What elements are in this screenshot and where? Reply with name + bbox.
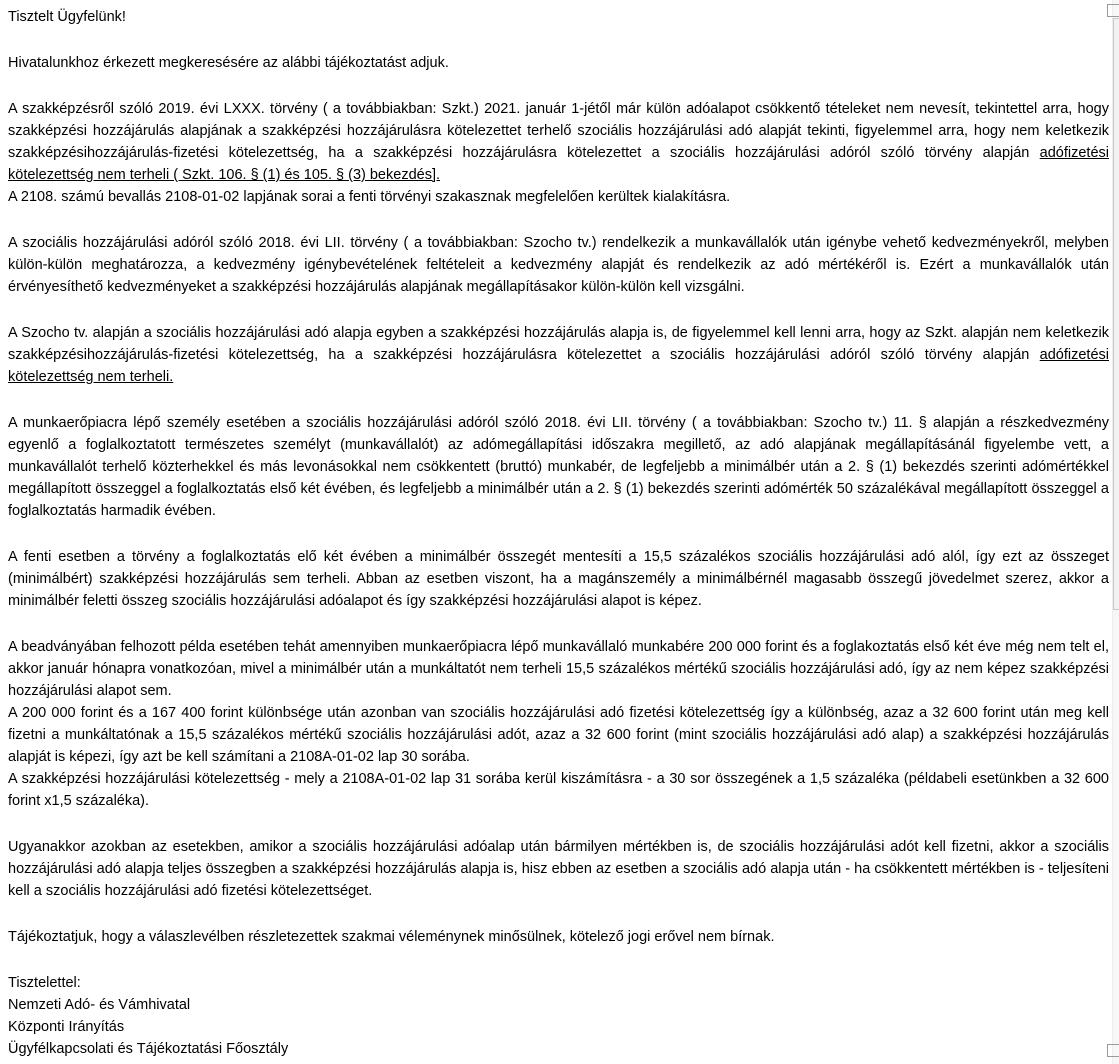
scrollbar-track[interactable]	[1112, 0, 1119, 1064]
paragraph-labour-market-discount: A munkaerőpiacra lépő személy esetében a szociális hozzájárulási adóról szóló 2018. évi LII. törvény ( a továbbiakban: Szocho tv.) 11. § alapján a részkedvezmény egyenlő a foglalkoztatott természetes személyt (munkavállalót) az adómegállapítási időszakra megillető, az adó alapjának megállapításánál figyelembe vett, a munkavállalót terhelő közterhekkel és más levonásokkal nem csökkentett (bruttó) munkabér, de legfeljebb a minimálbér után a 2. § (1) bekezdés szerinti adómértékkel megállapított összeggel a foglalkoztatás első két évében, és legfeljebb a minimálbér után a 2. § (1) bekezdés szerinti adómérték 50 százalékával megállapított összeggel a foglalkoztatás harmadik évében.	[8, 415, 1109, 519]
paragraph-full-base-case: Ugyanakkor azokban az esetekben, amikor a szociális hozzájárulási adóalap után bármilyen mértékben is, de szociális hozzájárulási adót kell fizetni, akkor a szociális hozzájárulási adó alapja teljes összegben a szakképzési hozzájárulás alapja is, hisz ebben az esetben a szociális adó alapja után - ha csökkentett mértékben is - teljesíteni kell a szociális hozzájárulási adó fizetési kötelezettséget.	[8, 839, 1109, 899]
signature-organization: Nemzeti Adó- és Vámhivatal	[8, 997, 191, 1013]
signature-division: Központi Irányítás	[8, 1019, 125, 1035]
paragraph-szkt-law	[8, 98, 1109, 186]
salutation: Tisztelt Ügyfelünk!	[8, 9, 126, 25]
paragraph-szkt-law-text: A szakképzésről szóló 2019. évi LXXX. törvény ( a továbbiakban: Szkt.) 2021. január 1-jétől már külön adóalapot csökkentő tételeket nem nevesít, tekintettel arra, hogy szakképzési hozzájárulás alapjának a szakképzési hozzájárulásra kötelezettet terhelő szociális hozzájárulási adó alapját tekinti, figyelemmel arra, hogy nem keletkezik szakképzésihozzájárulás-fizetési kötelezettség, ha a szakképzési hozzájárulásra kötelezettet a szociális hozzájárulási adóról szóló törvény alapján	[8, 101, 1109, 161]
intro-line: Hivatalunkhoz érkezett megkeresésére az alábbi tájékoztatást adjuk.	[8, 55, 449, 71]
paragraph-szocho-law: A szociális hozzájárulási adóról szóló 2018. évi LII. törvény ( a továbbiakban: Szocho tv.) rendelkezik a munkavállalók után igénybe vehető kedvezményekről, melyben külön-külön meghatározza, a kedvezmény igénybevételének feltételeit a kedvezmény alapját és rendelkezik az adó mértékéről is. Ezért a munkavállalók után érvényesíthető kedvezményeket a szakképzési hozzájárulás alapjának megállapításakor külön-külön kell vizsgálni.	[8, 235, 1109, 295]
paragraph-minimum-wage-exemption: A fenti esetben a törvény a foglalkoztatás elő két évében a minimálbér összegét mentesíti a 15,5 százalékos szociális hozzájárulási adó alól, így ezt az összeget (minimálbért) szakképzési hozzájárulás sem terheli. Abban az esetben viszont, ha a magánszemély a minimálbérnél magasabb összegű jövedelmet szerez, akkor a minimálbér feletti összeg szociális hozzájárulási adóalapot és így szakképzési hozzájárulási alapot is képez.	[8, 549, 1109, 609]
scrollbar-bottom-corner	[1107, 1044, 1119, 1057]
signature-department: Ügyfélkapcsolati és Tájékoztatási Főosztály	[8, 1041, 289, 1057]
paragraph-2108-form: A 2108. számú bevallás 2108-01-02 lapjának sorai a fenti törvényi szakasznak megfelelően kerültek kialakításra.	[8, 189, 731, 205]
paragraph-szkt-law-underlined-reference: adófizetési kötelezettség nem terheli ( Szkt. 106. § (1) és 105. § (3) bekezdés].	[8, 145, 1109, 183]
letter-document	[8, 6, 1109, 1060]
paragraph-example-200000: A beadványában felhozott példa esetében tehát amennyiben munkaerőpiacra lépő munkavállaló munkabére 200 000 forint és a foglakoztatás első két éve még nem telt el, akkor január hónapra vonatkozóan, mivel a minimálbér után a munkáltatót nem terheli 15,5 százalékos mértékű szociális hozzájárulási adó, így az nem képez szakképzési hozzájárulási alapot sem.	[8, 639, 1109, 699]
paragraph-row-31-calculation: A szakképzési hozzájárulási kötelezettség - mely a 2108A-01-02 lap 31 sorába kerül kiszámításra - a 30 sor összegének a 1,5 százaléka (példabeli esetünkben a 32 600 forint x1,5 százaléka).	[8, 771, 1109, 809]
scrollbar-top-corner	[1107, 4, 1119, 17]
signoff: Tisztelettel:	[8, 975, 81, 991]
disclaimer-line: Tájékoztatjuk, hogy a válaszlevélben részletezettek szakmai véleménynek minősülnek, kötelező jogi erővel nem bírnak.	[8, 929, 775, 945]
paragraph-difference-32600: A 200 000 forint és a 167 400 forint különbsége után azonban van szociális hozzájárulási adó fizetési kötelezettség így a különbség, azaz a 32 600 forint után meg kell fizetni a munkáltatónak a 15,5 százalékos mértékű szociális hozzájárulási adót, azaz a 32 600 forint (mint szociális hozzájárulási adó alap) a szakképzési hozzájárulás alapját is képezi, így azt be kell számítani a 2108A-01-02 lap 30 sorába.	[8, 705, 1109, 765]
scrollbar-thumb[interactable]	[1113, 18, 1119, 610]
paragraph-szocho-base-underlined: adófizetési kötelezettség nem terheli.	[8, 347, 1109, 385]
paragraph-szocho-base	[8, 322, 1109, 388]
paragraph-szocho-base-text: A Szocho tv. alapján a szociális hozzájárulási adó alapja egyben a szakképzési hozzájárulás alapja is, de figyelemmel kell lenni arra, hogy az Szkt. alapján nem keletkezik szakképzésihozzájárulás-fizetési kötelezettség, ha a szakképzési hozzájárulásra kötelezettet a szociális hozzájárulási adóról szóló törvény alapján	[8, 325, 1109, 363]
